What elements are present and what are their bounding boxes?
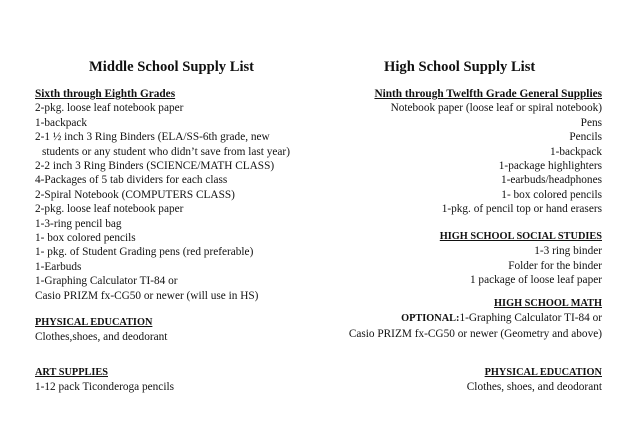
- list-item: 1- box colored pencils: [35, 232, 136, 245]
- list-item: 1 package of loose leaf paper: [469, 274, 602, 287]
- high-math-section: [325, 297, 602, 341]
- list-item: 1- box colored pencils: [501, 188, 602, 201]
- list-item: 2-Spiral Notebook (COMPUTERS CLASS): [35, 188, 235, 201]
- high-school-title: High School Supply List: [384, 59, 536, 75]
- list-item: 1-3 ring binder: [534, 245, 602, 258]
- middle-pe-heading: PHYSICAL EDUCATION: [35, 317, 153, 328]
- optional-label: OPTIONAL:: [401, 313, 460, 325]
- high-math-heading: HIGH SCHOOL MATH: [494, 298, 602, 309]
- list-item: Notebook paper (loose leaf or spiral notebook): [390, 102, 602, 115]
- list-item: Pencils: [569, 131, 602, 144]
- list-item: 2-pkg. loose leaf notebook paper: [35, 102, 184, 115]
- list-item: 1-earbuds/headphones: [500, 174, 602, 187]
- middle-art-heading: ART SUPPLIES: [35, 367, 108, 378]
- list-item: 1-package highlighters: [498, 160, 602, 173]
- high-general-supplies: [325, 87, 602, 217]
- high-pe-section: [325, 366, 602, 395]
- high-social-studies-section: [325, 230, 602, 288]
- list-item: 1-pkg. of pencil top or hand erasers: [441, 203, 602, 216]
- middle-section-heading: Sixth through Eighth Grades: [35, 88, 176, 100]
- list-item: 1-backpack: [35, 116, 88, 129]
- list-item: 2-1 ½ inch 3 Ring Binders (ELA/SS-6th grade, new: [35, 131, 270, 144]
- high-pe-heading: PHYSICAL EDUCATION: [484, 367, 602, 378]
- list-item: Casio PRIZM fx-CG50 or newer (will use in HS): [35, 289, 259, 302]
- list-item: 1-12 pack Ticonderoga pencils: [35, 381, 174, 394]
- list-item: 1-3-ring pencil bag: [35, 217, 122, 230]
- math-item-text: 1-Graphing Calculator TI-84 or: [459, 312, 602, 325]
- list-item: Folder for the binder: [508, 259, 602, 272]
- list-item: Pens: [580, 116, 602, 129]
- list-item: Casio PRIZM fx-CG50 or newer (Geometry and above): [348, 327, 602, 340]
- list-item: students or any student who didn’t save from last year): [42, 145, 290, 158]
- list-item: 1-Graphing Calculator TI-84 or: [35, 275, 178, 288]
- list-item: Clothes,shoes, and deodorant: [35, 331, 168, 344]
- list-item: 1-Earbuds: [35, 260, 82, 273]
- list-item: Clothes, shoes, and deodorant: [466, 381, 602, 394]
- list-item: [325, 311, 602, 326]
- middle-school-title: Middle School Supply List: [89, 59, 255, 75]
- list-item: 1-backpack: [549, 145, 602, 158]
- list-item: 2-pkg. loose leaf notebook paper: [35, 203, 184, 216]
- list-item: 4-Packages of 5 tab dividers for each class: [35, 174, 228, 187]
- list-item: 1- pkg. of Student Grading pens (red preferable): [35, 246, 254, 259]
- middle-art-section: [35, 366, 320, 395]
- high-social-studies-heading: HIGH SCHOOL SOCIAL STUDIES: [439, 231, 602, 242]
- middle-pe-section: [35, 316, 320, 345]
- high-section-heading: Ninth through Twelfth Grade General Supplies: [374, 88, 602, 100]
- list-item: 2-2 inch 3 Ring Binders (SCIENCE/MATH CLASS): [35, 160, 275, 173]
- middle-general-supplies: [35, 87, 320, 303]
